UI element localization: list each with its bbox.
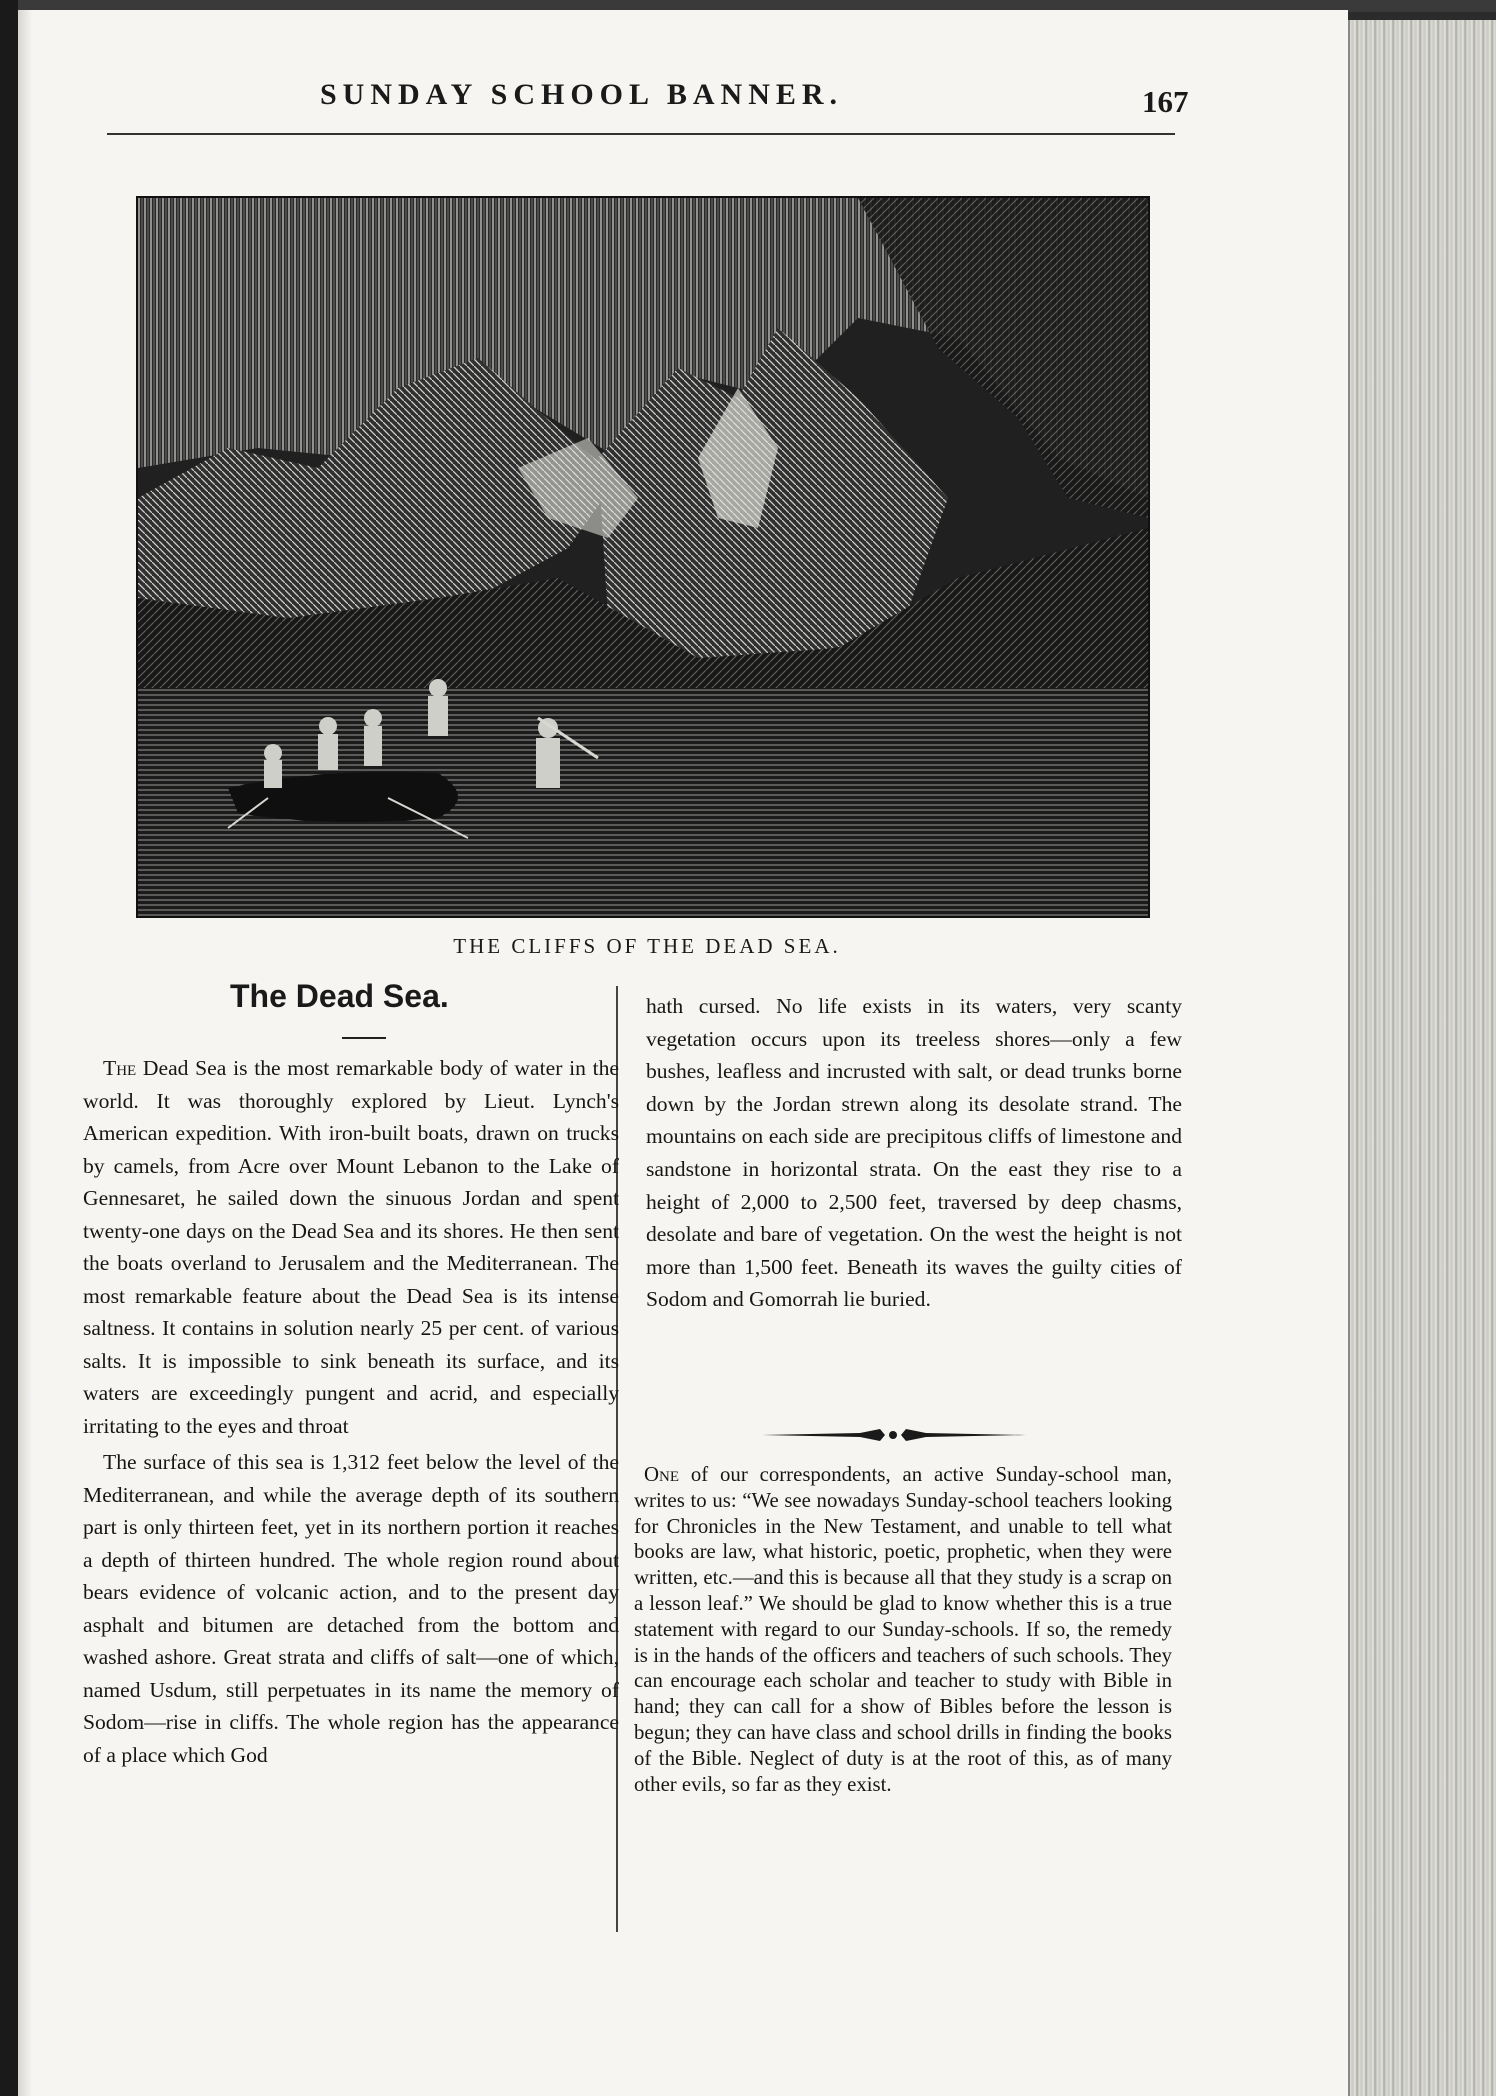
engraving-artwork	[138, 198, 1148, 916]
article-continuation: hath cursed. No life exists in its waters, very scanty vegetation occurs upon its treeless shores—only a few bushes, leafless and incrusted with salt, or dead trunks borne down by the Jordan strewn along its desolate strand. The mountains on each side are precipitous cliffs of limestone and sandstone in horizontal strata. On the east they rise to a height of 2,000 to 2,500 feet, traversed by deep chasms, desolate and bare of vegetation. On the west the height is not more than 1,500 feet. Beneath its waves the guilty cities of Sodom and Gomorrah lie buried.	[646, 994, 1182, 1312]
stacked-page-edges	[1348, 20, 1496, 2096]
article-right-column	[646, 990, 1182, 1316]
header-rule	[107, 133, 1175, 135]
note-lead-word: One	[644, 1463, 680, 1486]
paragraph-1-text: Dead Sea is the most remarkable body of water in the world. It was thoroughly explored by Lieut. Lynch's American expedition. With iron-built boats, drawn on trucks by camels, from Acre over Mount Lebanon to the Lake of Gennesaret, he sailed down the sinuous Jordan and spent twenty-one days on the Dead Sea and its shores. He then sent the boats overland to Jerusalem and the Mediterranean. The most remarkable feature about the Dead Sea is its intense saltness. It contains in solution nearly 25 per cent. of various salts. It is impossible to sink beneath its surface, and its waters are exceedingly pungent and acrid, and especially irritating to the eyes and throat	[83, 1056, 619, 1438]
page-number: 167	[1142, 84, 1189, 119]
book-spine-shadow	[0, 0, 18, 2096]
article-paragraph-2: The surface of this sea is 1,312 feet below the level of the Mediterranean, and while the average depth of its southern part is only thirteen feet, yet in its northern portion it reaches a depth of thirteen hundred. The whole region round about bears evidence of volcanic action, and to the present day asphalt and bitumen are detached from the bottom and washed ashore. Great strata and cliffs of salt—one of which, named Usdum, still perpetuates in its name the memory of Sodom—rise in cliffs. The whole region has the appearance of a place which God	[83, 1450, 619, 1767]
note-paragraph	[634, 1462, 1172, 1797]
note-text: of our correspondents, an active Sunday-school man, writes to us: “We see nowadays Sunday-school teachers looking for Chronicles in the New Testament, and unable to tell what books are law, what historic, poetic, prophetic, when they were written, etc.—and this is because all that they study is a scrap on a lesson leaf.” We should be glad to know whether this is a true statement with regard to our Sunday-schools. If so, the remedy is in the hands of the officers and teachers of such schools. They can encourage each scholar and teacher to study with Bible in hand; they can call for a show of Bibles before the lesson is begun; they can have class and school drills in finding the books of the Bible. Neglect of duty is at the root of this, as of many other evils, so far as they exist.	[634, 1463, 1172, 1796]
article-paragraph-1	[83, 1052, 619, 1442]
running-head-title: SUNDAY SCHOOL BANNER.	[320, 78, 844, 111]
dead-sea-cliffs-engraving	[136, 196, 1150, 918]
title-rule	[342, 1037, 386, 1039]
illustration-caption: THE CLIFFS OF THE DEAD SEA.	[453, 934, 841, 958]
paragraph-lead-word: The	[103, 1056, 137, 1080]
section-flourish-divider	[760, 1428, 1026, 1442]
article-title: The Dead Sea.	[230, 978, 449, 1014]
article-left-column	[83, 1052, 619, 1771]
correspondent-note	[634, 1462, 1172, 1797]
page-gutter-shading	[18, 10, 32, 2096]
